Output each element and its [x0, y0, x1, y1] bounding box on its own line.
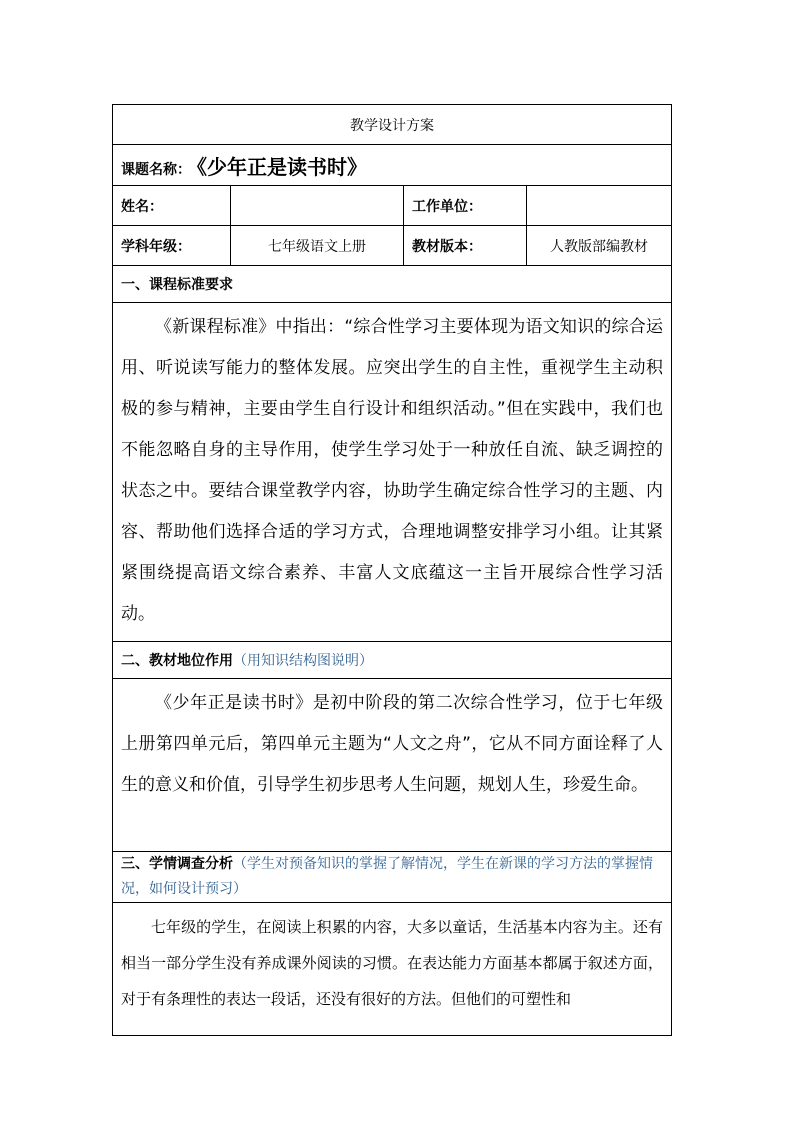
- section3-heading-row: [113, 852, 672, 903]
- lesson-plan-table: [112, 104, 672, 1036]
- section1-body: 《新课程标准》中指出：“综合性学习主要体现为语文知识的综合运用、听说读写能力的整体发展。应突出学生的自主性，重视学生主动积极的参与精神，主要由学生自行设计和组织活动。”但在实践中，我们也不能忽略自身的主导作用，使学生学习处于一种放任自流、缺乏调控的状态之中。要结合课堂教学内容，协助学生确定综合性学习的主题、内容、帮助他们选择合适的学习方式，合理地调整安排学习小组。让其紧紧围绕提高语文综合素养、丰富人文底蕴这一主旨开展综合性学习活动。: [113, 303, 672, 642]
- textbook-edition-value: 人教版部编教材: [527, 226, 672, 266]
- lesson-plan-document: [112, 104, 671, 1012]
- work-unit-value: [527, 186, 672, 226]
- course-title-row: [113, 145, 672, 186]
- subject-grade-label: 学科年级：: [113, 226, 231, 266]
- section3-body: 七年级的学生，在阅读上积累的内容，大多以童话，生活基本内容为主。还有相当一部分学生没有养成课外阅读的习惯。在表达能力方面基本都属于叙述方面，对于有条理性的表达一段话，还没有很好的方法。但他们的可塑性和: [113, 903, 672, 1036]
- name-label: 姓名：: [113, 186, 231, 226]
- course-title-value: 《少年正是读书时》: [197, 154, 367, 179]
- textbook-edition-label: 教材版本：: [404, 226, 527, 266]
- section2-heading: 二、教材地位作用: [121, 653, 233, 669]
- name-value: [231, 186, 404, 226]
- section2-body: 《少年正是读书时》是初中阶段的第二次综合性学习，位于七年级上册第四单元后，第四单元主题为“人文之舟”，它从不同方面诠释了人生的意义和价值，引导学生初步思考人生问题，规划人生，珍爱生命。: [113, 679, 672, 852]
- subject-grade-value: 七年级语文上册: [231, 226, 404, 266]
- section2-heading-row: [113, 642, 672, 679]
- work-unit-label: 工作单位：: [404, 186, 527, 226]
- section3-heading: 三、学情调查分析: [121, 856, 233, 872]
- document-title: 教学设计方案: [113, 105, 672, 145]
- section1-heading: 一、课程标准要求: [113, 266, 672, 303]
- course-title-label: 课题名称：: [121, 161, 191, 178]
- section3-note: （学生对预备知识的掌握了解情况，学生在新课的学习方法的掌握情况，如何设计预习）: [121, 856, 653, 897]
- section2-note: （用知识结构图说明）: [233, 653, 373, 669]
